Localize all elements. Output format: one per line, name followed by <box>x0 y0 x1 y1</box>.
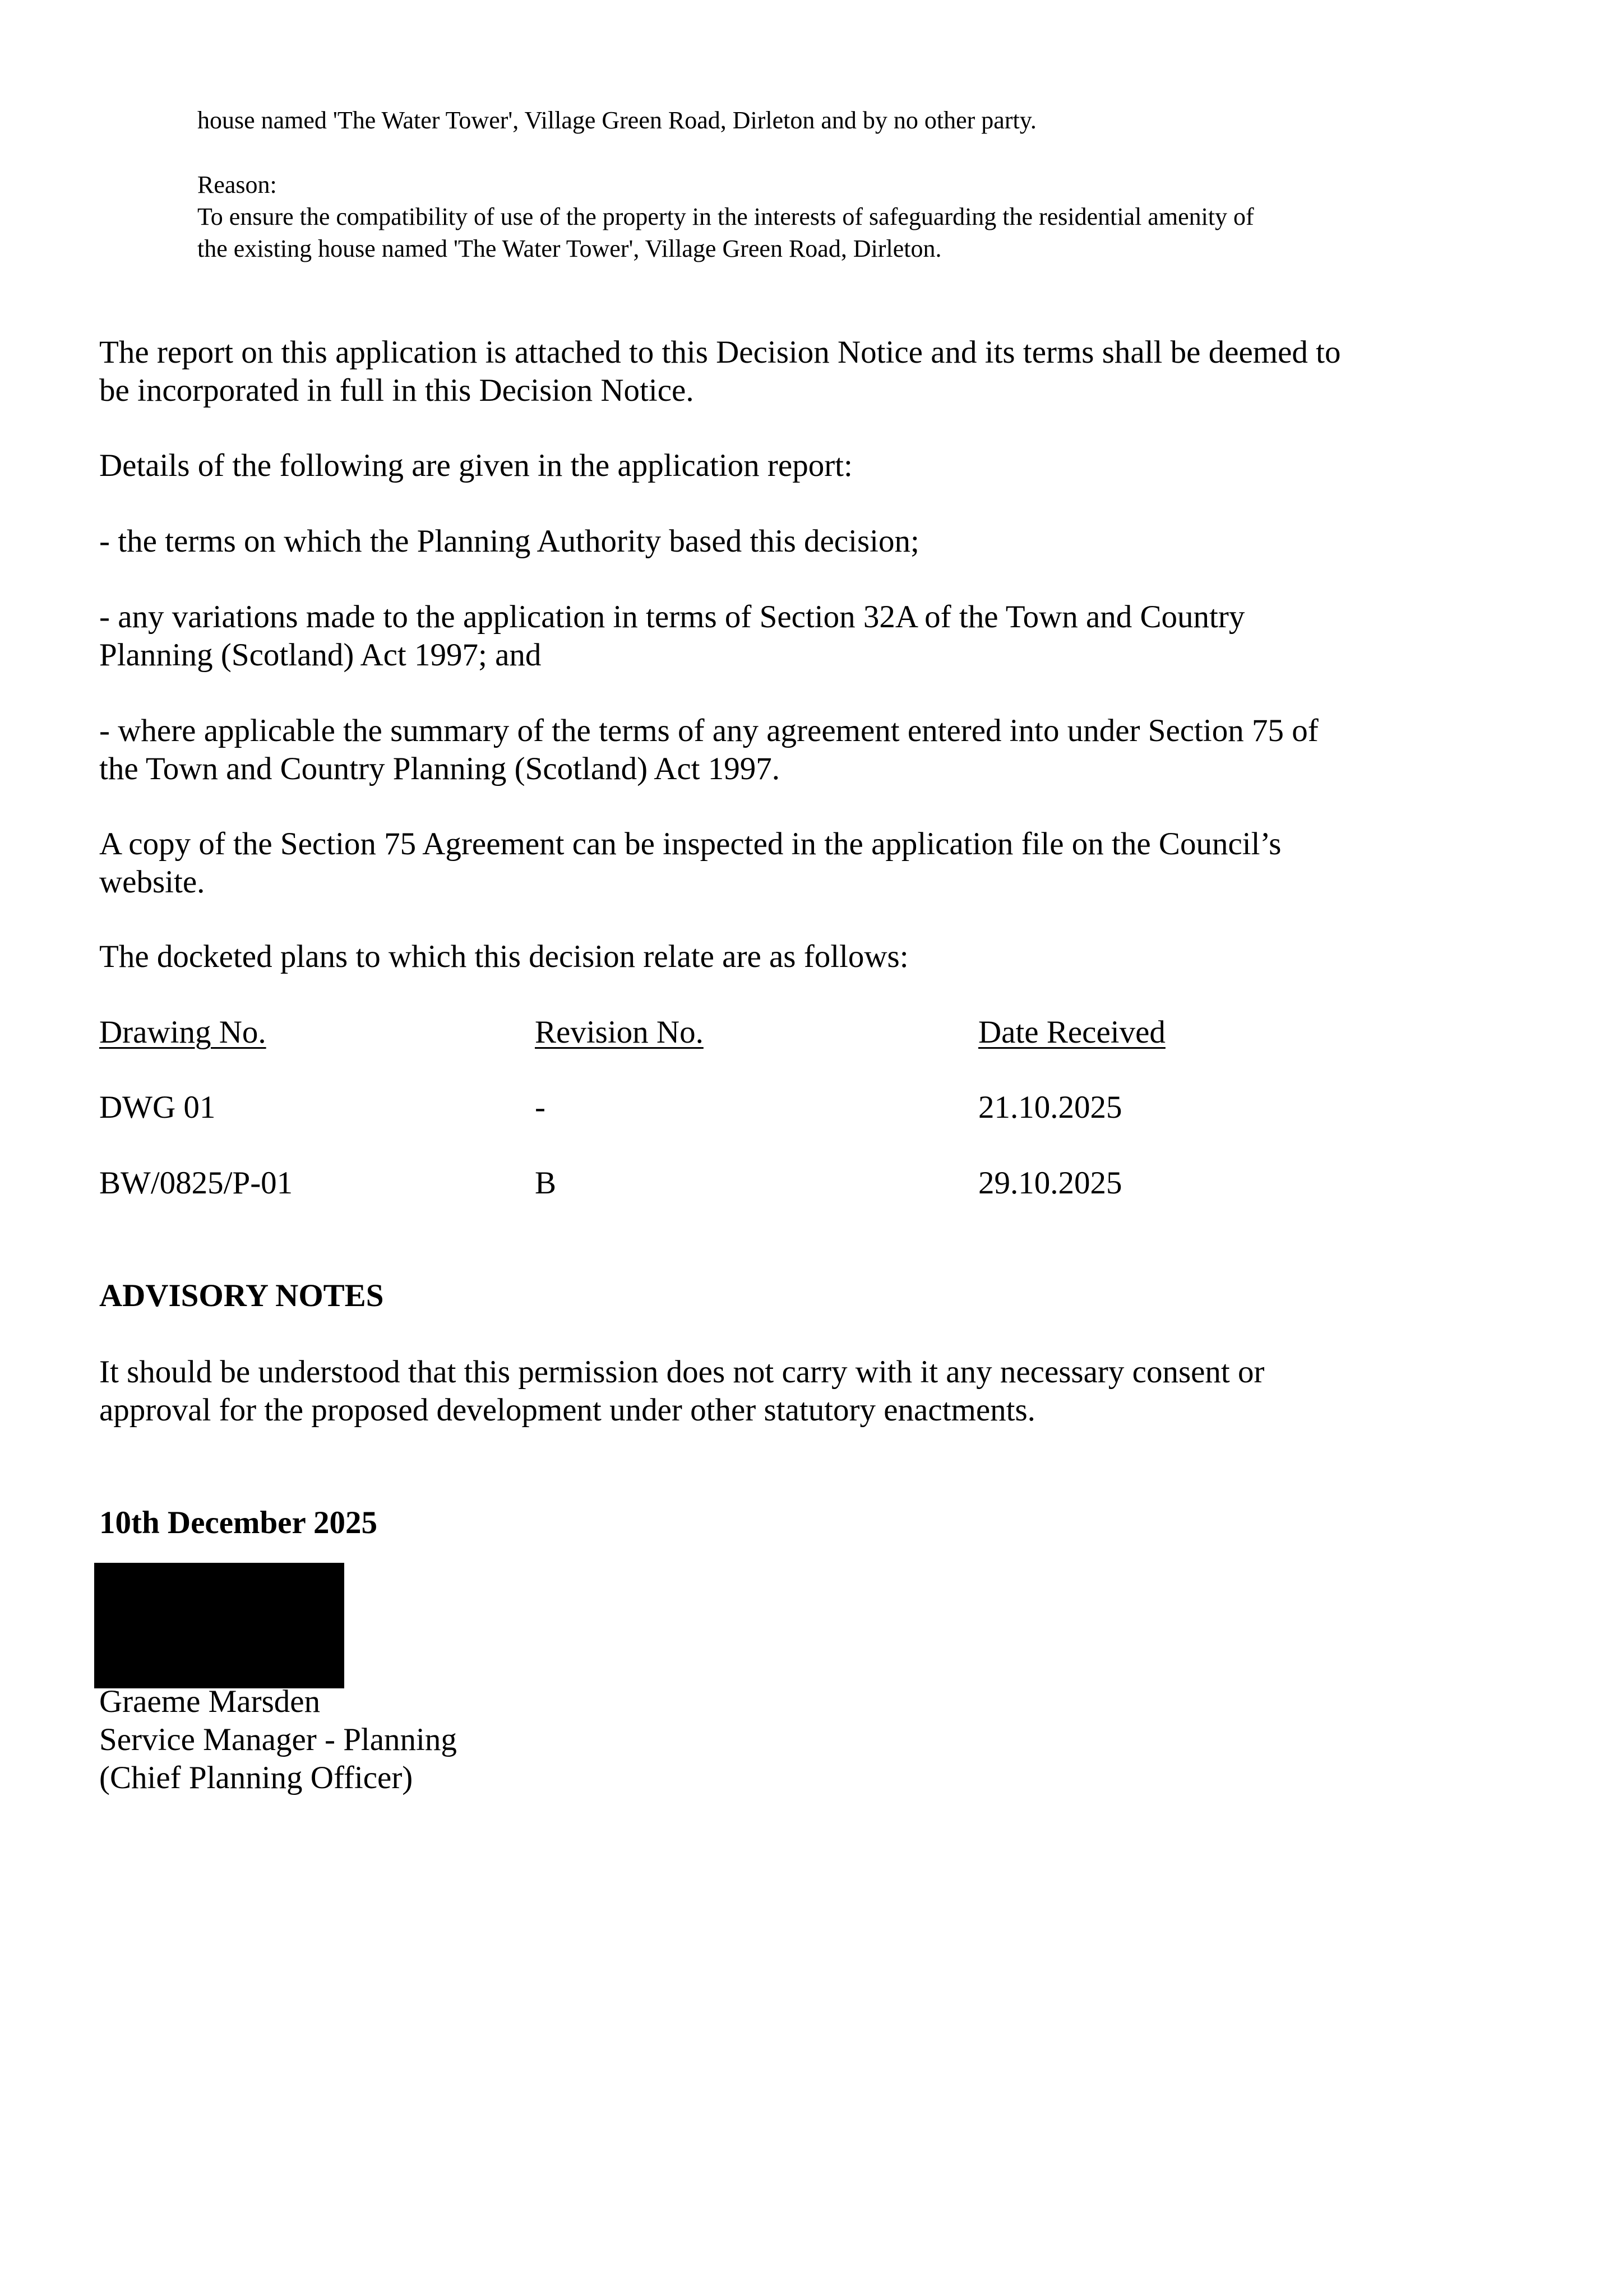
table-cell-date-received: 21.10.2025 <box>978 1090 1122 1125</box>
details-item-agreement-line2: the Town and Country Planning (Scotland) Act 1997. <box>99 751 780 786</box>
details-item-agreement-line1: - where applicable the summary of the terms of any agreement entered into under Section 75 of <box>99 713 1319 748</box>
reason-text-line2: the existing house named 'The Water Tower', Village Green Road, Dirleton. <box>197 235 942 262</box>
details-item-variations-line1: - any variations made to the application in terms of Section 32A of the Town and Country <box>99 599 1245 635</box>
details-item-terms: - the terms on which the Planning Authority based this decision; <box>99 524 919 559</box>
signatory-title: Service Manager - Planning <box>99 1722 457 1757</box>
condition-continuation: house named 'The Water Tower', Village Green Road, Dirleton and by no other party. <box>197 107 1037 134</box>
table-cell-drawing-no: BW/0825/P-01 <box>99 1165 293 1201</box>
section75-copy-line2: website. <box>99 864 205 900</box>
decision-date: 10th December 2025 <box>99 1505 377 1540</box>
advisory-text-line2: approval for the proposed development under other statutory enactments. <box>99 1392 1035 1428</box>
details-item-variations-line2: Planning (Scotland) Act 1997; and <box>99 637 542 673</box>
reason-text-line1: To ensure the compatibility of use of the property in the interests of safeguarding the residential amenity of <box>197 203 1254 230</box>
report-paragraph-line1: The report on this application is attached to this Decision Notice and its terms shall be deemed to <box>99 335 1341 370</box>
signatory-role: (Chief Planning Officer) <box>99 1760 413 1795</box>
table-header-date-received: Date Received <box>978 1015 1166 1050</box>
table-cell-date-received: 29.10.2025 <box>978 1165 1122 1201</box>
table-header-revision-no: Revision No. <box>535 1015 704 1050</box>
advisory-heading: ADVISORY NOTES <box>99 1278 384 1313</box>
table-cell-revision-no: B <box>535 1165 557 1201</box>
details-intro: Details of the following are given in the application report: <box>99 448 853 483</box>
report-paragraph-line2: be incorporated in full in this Decision Notice. <box>99 373 694 408</box>
table-cell-revision-no: - <box>535 1090 545 1125</box>
advisory-text-line1: It should be understood that this permission does not carry with it any necessary consent or <box>99 1354 1265 1390</box>
plans-intro: The docketed plans to which this decision relate are as follows: <box>99 939 909 974</box>
signatory-name: Graeme Marsden <box>99 1684 321 1719</box>
redacted-signature <box>94 1563 344 1688</box>
table-header-drawing-no: Drawing No. <box>99 1015 266 1050</box>
section75-copy-line1: A copy of the Section 75 Agreement can be inspected in the application file on the Council’s <box>99 826 1282 862</box>
reason-label: Reason: <box>197 171 277 198</box>
table-cell-drawing-no: DWG 01 <box>99 1090 216 1125</box>
